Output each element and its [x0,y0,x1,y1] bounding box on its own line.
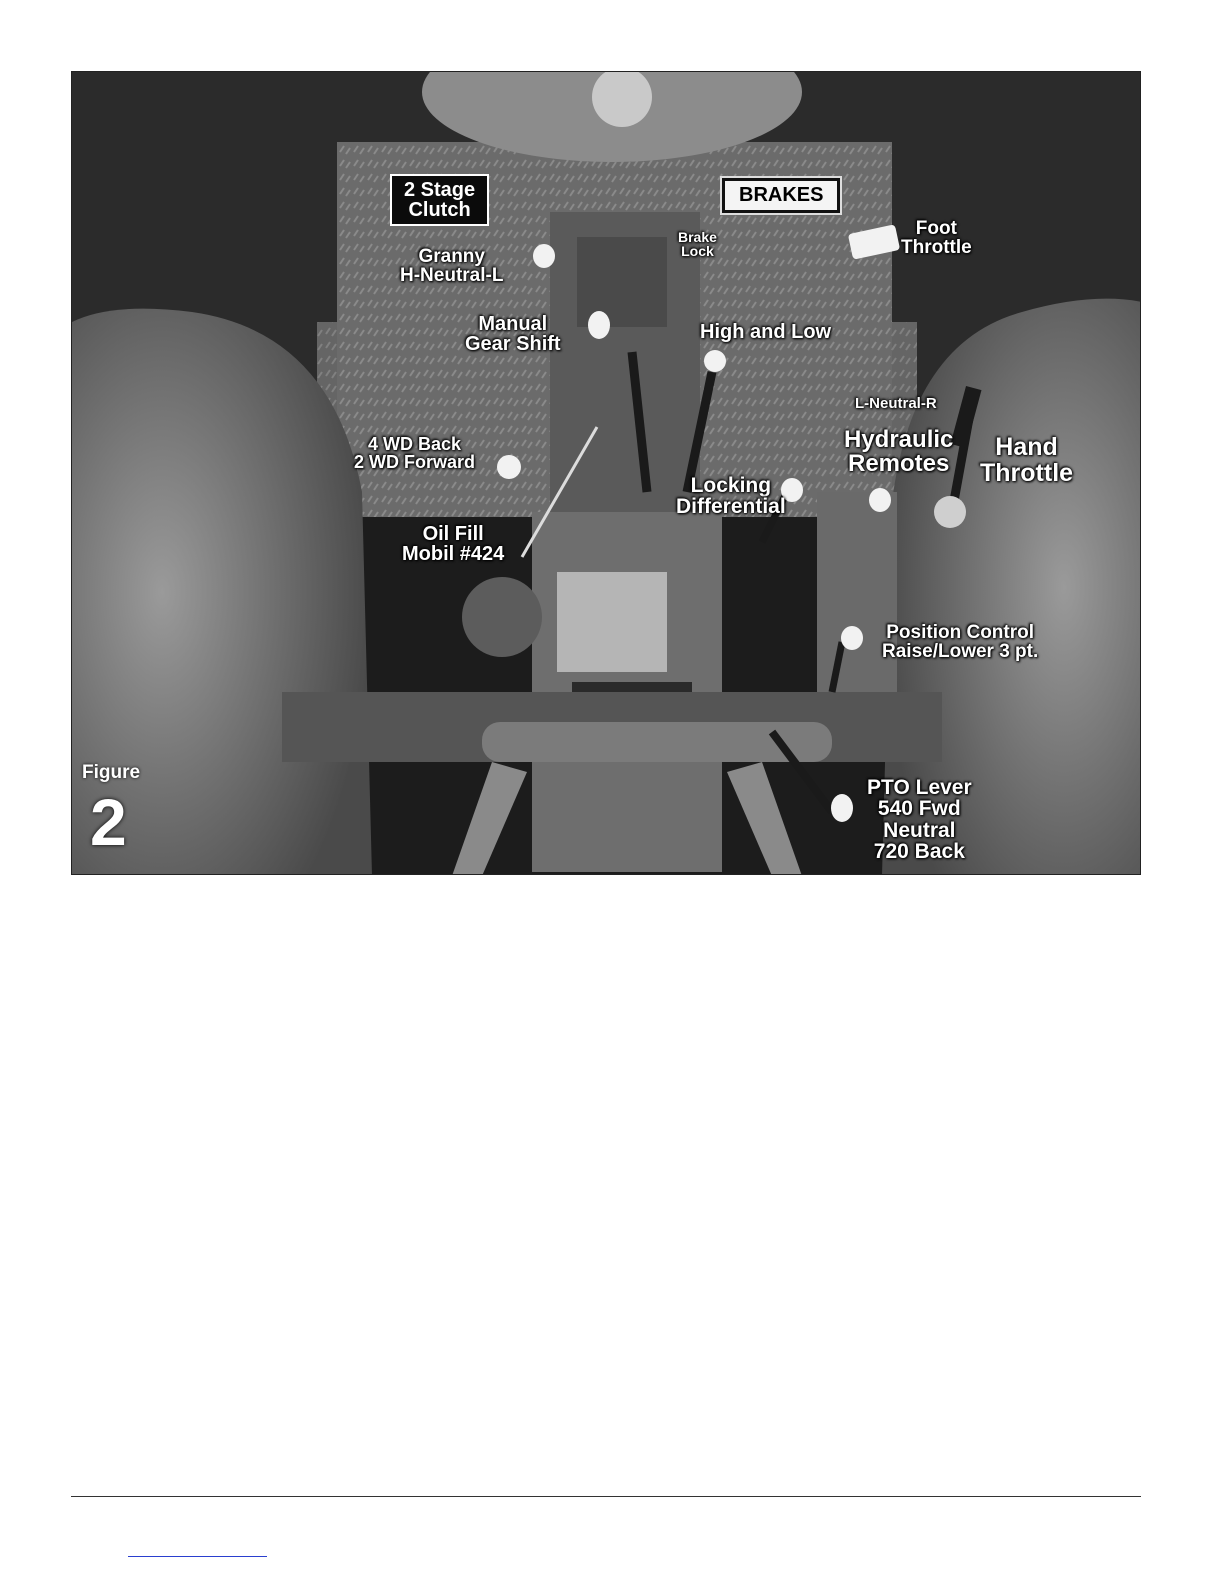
hydraulic-remotes-label [844,428,953,477]
four-wd-label [354,435,475,472]
two-stage-clutch-callout [390,174,489,226]
granny-label [400,247,503,286]
footer-link-underline[interactable] [128,1556,267,1557]
position-control-line-2: Raise/Lower 3 pt. [882,641,1039,663]
high-and-low-label: High and Low [700,321,832,343]
locking-differential-line-1: Locking [690,474,772,497]
l-neutral-r-label: L-Neutral-R [855,395,937,412]
pto-lever-line-2: 540 Fwd [877,797,961,821]
brake-lock-label [678,230,717,259]
oil-fill-line-2: Mobil #424 [402,543,505,566]
hand-throttle-label [980,435,1073,486]
locking-differential-label [676,475,786,518]
four-wd-line-2: 2 WD Forward [354,452,476,473]
foot-throttle-label [901,219,972,258]
two-stage-clutch-line-1: 2 Stage [404,179,476,201]
manual-gear-shift-line-2: Gear Shift [465,333,561,356]
locking-differential-line-2: Differential [676,495,786,519]
tractor-controls-photo [71,71,1141,875]
figure-number: 2 [90,785,127,859]
two-stage-clutch-line-2: Clutch [408,199,471,221]
foot-throttle-line-1: Foot [915,218,957,239]
granny-line-2: H-Neutral-L [400,265,504,287]
hand-throttle-line-1: Hand [995,433,1058,461]
footer-divider [71,1496,1141,1497]
pto-lever-line-3: Neutral [883,818,956,842]
hydraulic-remotes-line-1: Hydraulic [844,426,954,453]
oil-fill-label [402,524,504,565]
hydraulic-remotes-line-2: Remotes [848,450,950,478]
foot-throttle-line-2: Throttle [901,237,972,259]
pto-lever-line-4: 720 Back [873,840,965,864]
brakes-callout: BRAKES [722,178,840,213]
manual-gear-shift-label [465,314,561,355]
manual-gear-shift-line-1: Manual [478,313,548,335]
position-control-line-1: Position Control [886,622,1035,643]
brake-lock-line-2: Lock [681,243,714,260]
four-wd-line-1: 4 WD Back [367,434,462,454]
hand-throttle-line-2: Throttle [980,458,1074,487]
position-control-label [882,623,1038,662]
oil-fill-line-1: Oil Fill [422,523,484,545]
brake-lock-line-1: Brake [678,229,717,245]
figure-word: Figure [82,762,141,783]
pto-lever-line-1: PTO Lever [867,776,972,799]
pto-lever-label [867,777,972,863]
granny-line-1: Granny [418,246,485,267]
